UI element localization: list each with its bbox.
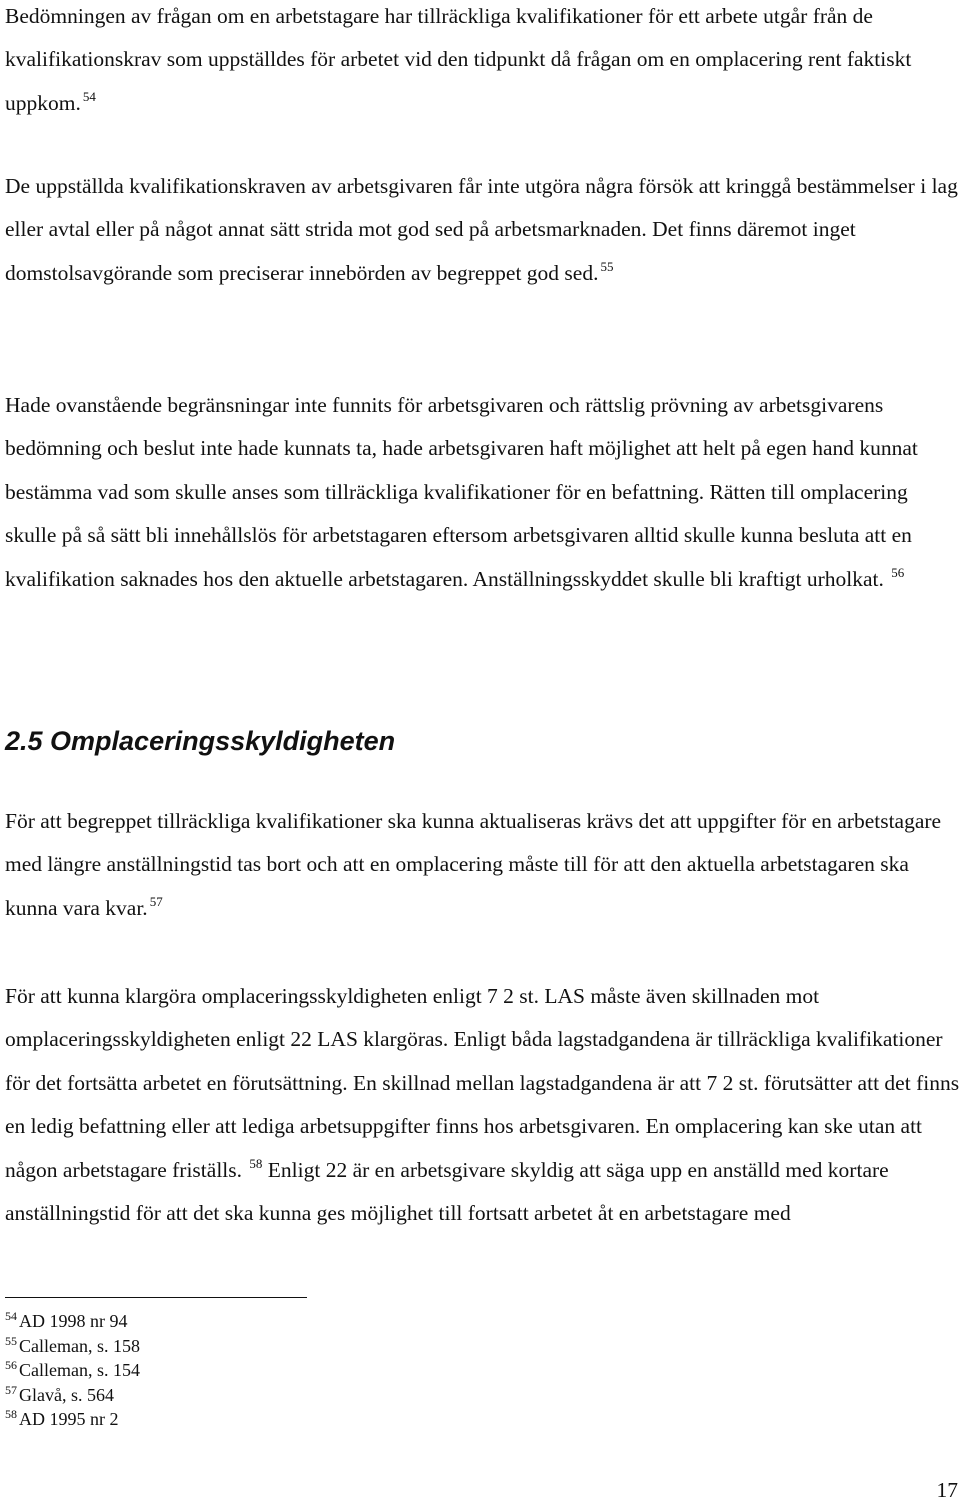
paragraph	[5, 800, 960, 930]
section-heading: 2.5 Omplaceringsskyldigheten	[5, 726, 396, 756]
footnote-reference: 54	[82, 88, 96, 104]
footnote-text: AD 1998 nr 94	[19, 1311, 128, 1331]
footnote-number: 57	[5, 1382, 17, 1397]
footnote-text: AD 1995 nr 2	[19, 1409, 119, 1430]
footnote	[5, 1309, 140, 1334]
paragraph-text: För att kunna klargöra omplaceringsskyldigheten enligt 7 2 st. LAS måste även skillnaden mot omplaceringsskyldigheten enligt 22 LAS klargöras. Enligt båda lagstadgandena är tillräckliga kvalifikationer för det fortsätta arbetet en förutsättning. En skillnad mellan lagstadgandena är att 7 2 st. förutsätter att det finns en ledig befattning eller att lediga arbetsuppgifter finns hos arbetsgivaren. En omplacering kan ske utan att någon arbetstagare friställs.	[5, 984, 960, 1182]
page-number: 17	[936, 1478, 958, 1502]
paragraph-text: Bedömningen av frågan om en arbetstagare har tillräckliga kvalifikationer för ett arbete utgår från de kvalifikationskrav som uppställdes för arbetet vid den tidpunkt då frågan om en omplacering rent faktiskt uppkom.	[5, 4, 912, 115]
paragraph-text: För att begreppet tillräckliga kvalifikationer ska kunna aktualiseras krävs det att uppgifter för en arbetstagare med längre anställningstid tas bort och att en omplacering måste till för att den aktuella arbetstagaren ska kunna vara kvar.	[5, 809, 942, 920]
paragraph	[5, 975, 960, 1235]
footnote	[5, 1407, 140, 1432]
footnote-text: Calleman, s. 158	[19, 1335, 140, 1356]
footnote-number: 58	[5, 1407, 17, 1422]
footnote-text: Calleman, s. 154	[19, 1360, 140, 1381]
paragraph	[5, 0, 960, 125]
footnote-list	[5, 1309, 140, 1432]
footnote-reference: 58	[249, 1155, 263, 1171]
paragraph-text: Enligt 22 är en arbetsgivare skyldig att säga upp en anställd med kortare anställningstid för att det ska kunna ges möjlighet till fortsatt arbetet åt en arbetstagare med	[5, 1157, 889, 1226]
footnote-number: 55	[5, 1333, 17, 1348]
footnote-reference: 56	[891, 564, 905, 580]
footnote	[5, 1383, 140, 1408]
footnote-number: 54	[5, 1309, 17, 1323]
footnote-number: 56	[5, 1358, 17, 1373]
footnote	[5, 1358, 140, 1383]
footnote-separator	[5, 1297, 307, 1298]
footnote-text: Glavå, s. 564	[19, 1384, 114, 1405]
paragraph-text: Hade ovanstående begränsningar inte funnits för arbetsgivaren och rättslig prövning av arbetsgivarens bedömning och beslut inte hade kunnats ta, hade arbetsgivaren haft möjlighet att helt på egen hand kunnat bestämma vad som skulle anses som tillräckliga kvalifikationer för en befattning. Rätten till omplacering skulle på så sätt bli innehållslös för arbetstagaren eftersom arbetsgivaren alltid skulle kunna besluta att en kvalifikation saknades hos den aktuelle arbetstagaren. Anställningsskyddet skulle bli kraftigt urholkat.	[5, 393, 918, 591]
paragraph	[5, 384, 960, 601]
paragraph-text: De uppställda kvalifikationskraven av arbetsgivaren får inte utgöra några försök att kringgå bestämmelser i lag eller avtal eller på något annat sätt strida mot god sed på arbetsmarknaden. Det finns däremot inget domstolsavgörande som preciserar innebörden av begreppet god sed.	[5, 174, 958, 285]
footnote	[5, 1334, 140, 1359]
footnote-reference: 55	[600, 258, 614, 274]
footnote-reference: 57	[149, 893, 163, 909]
paragraph	[5, 165, 960, 295]
